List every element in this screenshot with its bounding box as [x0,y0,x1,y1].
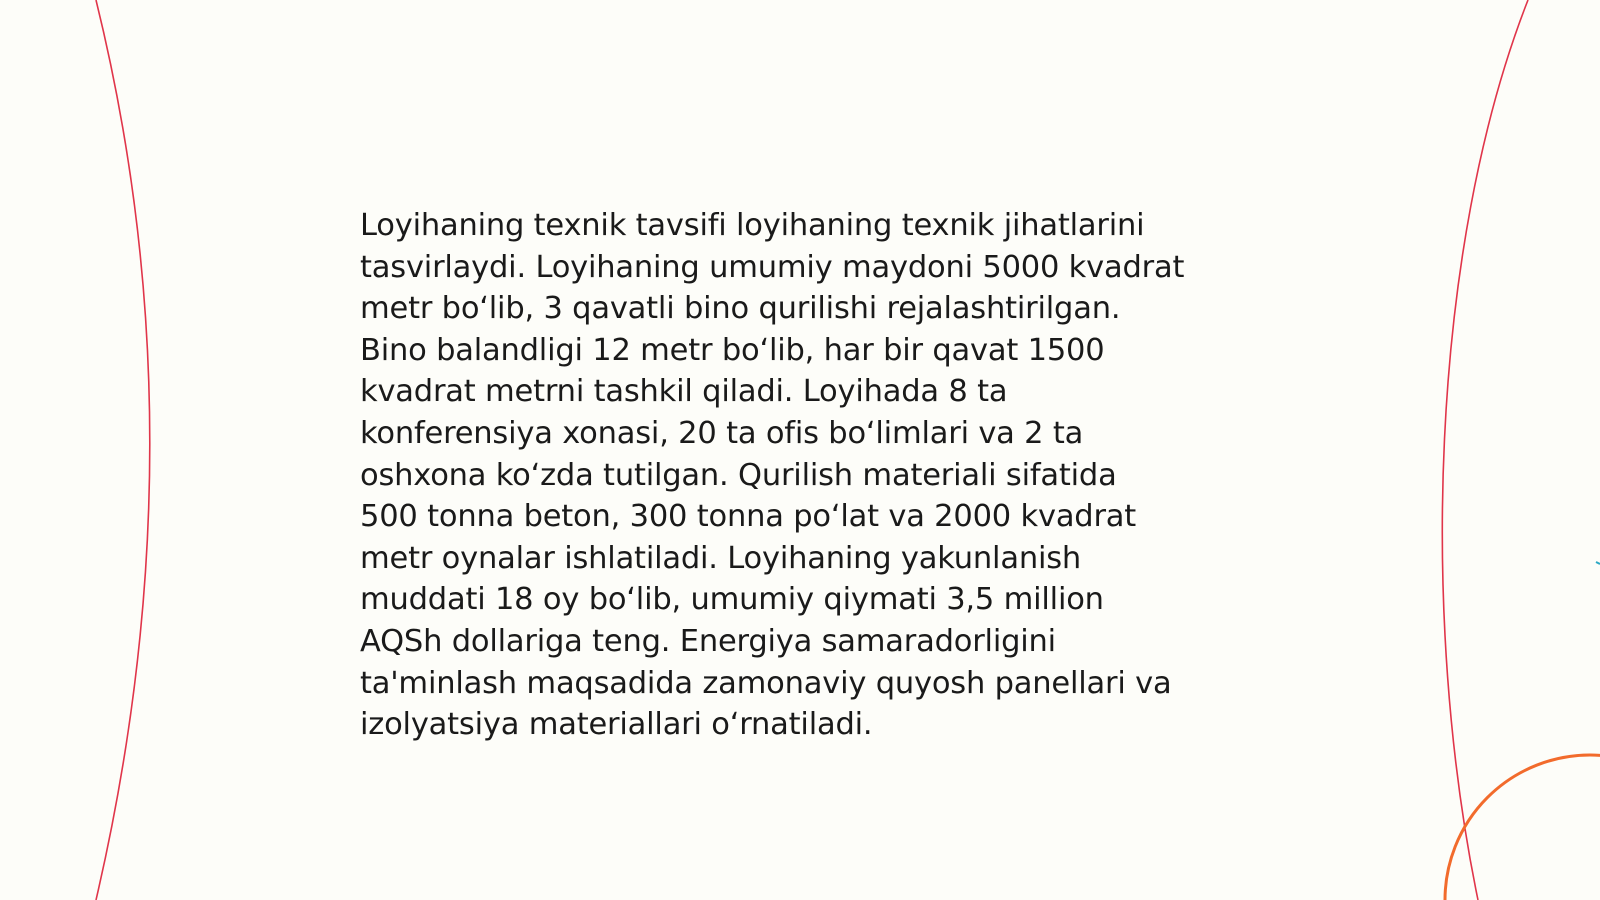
left-curve-line [96,0,150,900]
teal-accent-mark [1596,562,1600,564]
orange-circle-accent [1445,755,1600,900]
body-paragraph: Loyihaning texnik tavsifi loyihaning texnik jihatlarini tasvirlaydi. Loyihaning umumiy maydoni 5000 kvadrat metr bo‘lib, 3 qavatli bino qurilishi rejalashtirilgan. Bino balandligi 12 metr bo‘lib, har bir qavat 1500 kvadrat metrni tashkil qiladi. Loyihada 8 ta konferensiya xonasi, 20 ta ofis bo‘limlari va 2 ta oshxona ko‘zda tutilgan. Qurilish materiali sifatida 500 tonna beton, 300 tonna po‘lat va 2000 kvadrat metr oynalar ishlatiladi. Loyihaning yakunlanish muddati 18 oy bo‘lib, umumiy qiymati 3,5 million AQSh dollariga teng. Energiya samaradorligini ta'minlash maqsadida zamonaviy quyosh panellari va izolyatsiya materiallari o‘rnatiladi. [360,208,1185,743]
right-curve-line [1442,0,1528,900]
